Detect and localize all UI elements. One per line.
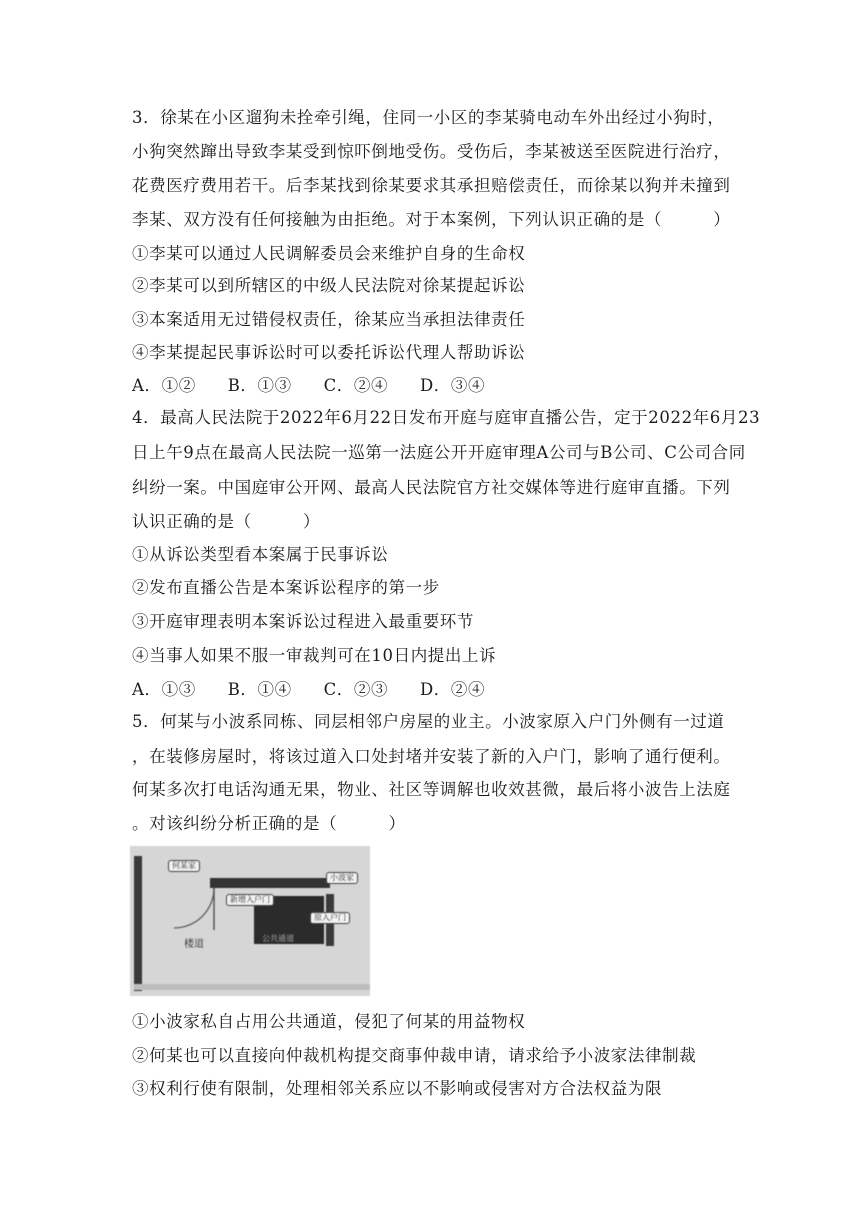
q3-choice-d: D．③④ xyxy=(419,376,486,395)
q4-choice-a: A．①③ xyxy=(132,680,196,699)
q4-stem-line-2: 日上午9点在最高人民法院一巡第一法庭公开开庭审理A公司与B公司、C公司合同 xyxy=(132,443,746,462)
q3-choice-c: C．②④ xyxy=(323,376,389,395)
q4-choices xyxy=(132,680,511,700)
q3-option-1: ①李某可以通过人民调解委员会来维护自身的生命权 xyxy=(132,244,526,263)
label-xiaobo-home: 小波家 xyxy=(326,872,358,884)
q3-stem-line-3: 花费医疗费用若干。后李某找到徐某要求其承担赔偿责任，而徐某以狗并未撞到 xyxy=(132,176,731,195)
label-new-door: 新增入户门 xyxy=(226,894,274,906)
q4-choice-c: C．②③ xyxy=(323,680,389,699)
q4-option-4: ④当事人如果不服一审裁判可在10日内提出上诉 xyxy=(132,646,497,665)
q3-choice-a: A．①② xyxy=(132,376,196,395)
q4-choice-b: B．①④ xyxy=(227,680,292,699)
q3-choices xyxy=(132,376,511,396)
q5-stem-line-3: 何某多次打电话沟通无果，物业、社区等调解也收效甚微，最后将小波告上法庭 xyxy=(132,780,731,799)
q4-option-2: ②发布直播公告是本案诉讼程序的第一步 xyxy=(132,578,440,597)
floor-plan-figure xyxy=(130,846,370,996)
q3-choice-b: B．①③ xyxy=(227,376,292,395)
q3-option-2: ②李某可以到所辖区的中级人民法院对徐某提起诉讼 xyxy=(132,276,526,295)
q3-stem-line-1: 3．徐某在小区遛狗未拴牵引绳，住同一小区的李某骑电动车外出经过小狗时， xyxy=(132,108,725,127)
q5-option-2: ②何某也可以直接向仲裁机构提交商事仲裁申请，请求给予小波家法律制裁 xyxy=(132,1046,697,1065)
q3-option-4: ④李某提起民事诉讼时可以委托诉讼代理人帮助诉讼 xyxy=(132,343,526,362)
q3-stem-line-2: 小狗突然蹿出导致李某受到惊吓倒地受伤。受伤后，李某被送至医院进行治疗， xyxy=(132,142,731,161)
q4-stem-line-4: 认识正确的是（ ） xyxy=(132,512,321,531)
q3-option-3: ③本案适用无过错侵权责任，徐某应当承担法律责任 xyxy=(132,310,526,329)
q5-stem-line-1: 5．何某与小波系同栋、同层相邻户房屋的业主。小波家原入户门外侧有一过道 xyxy=(132,712,725,731)
q5-stem-line-2: ，在装修房屋时，将该过道入口处封堵并安装了新的入户门，影响了通行便利。 xyxy=(132,747,731,766)
q5-option-1: ①小波家私自占用公共通道，侵犯了何某的用益物权 xyxy=(132,1012,526,1031)
label-public-passage: 公共通道 xyxy=(262,934,294,943)
q5-option-3: ③权利行使有限制，处理相邻关系应以不影响或侵害对方合法权益为限 xyxy=(132,1079,663,1098)
q4-stem-line-1: 4．最高人民法院于2022年6月22日发布开庭与庭审直播公告，定于2022年6月23 xyxy=(132,408,761,427)
label-original-door: 原入户门 xyxy=(310,912,350,924)
q4-choice-d: D．②④ xyxy=(419,680,486,699)
q5-stem-line-4: 。对该纠纷分析正确的是（ ） xyxy=(132,814,406,833)
q4-option-1: ①从诉讼类型看本案属于民事诉讼 xyxy=(132,545,389,564)
q3-stem-line-4: 李某、双方没有任何接触为由拒绝。对于本案例，下列认识正确的是（ ） xyxy=(132,210,731,229)
q4-option-3: ③开庭审理表明本案诉讼过程进入最重要环节 xyxy=(132,612,474,631)
q4-stem-line-3: 纠纷一案。中国庭审公开网、最高人民法院官方社交媒体等进行庭审直播。下列 xyxy=(132,478,731,497)
label-corridor: 楼道 xyxy=(184,939,204,950)
label-he-home: 何某家 xyxy=(168,860,200,872)
